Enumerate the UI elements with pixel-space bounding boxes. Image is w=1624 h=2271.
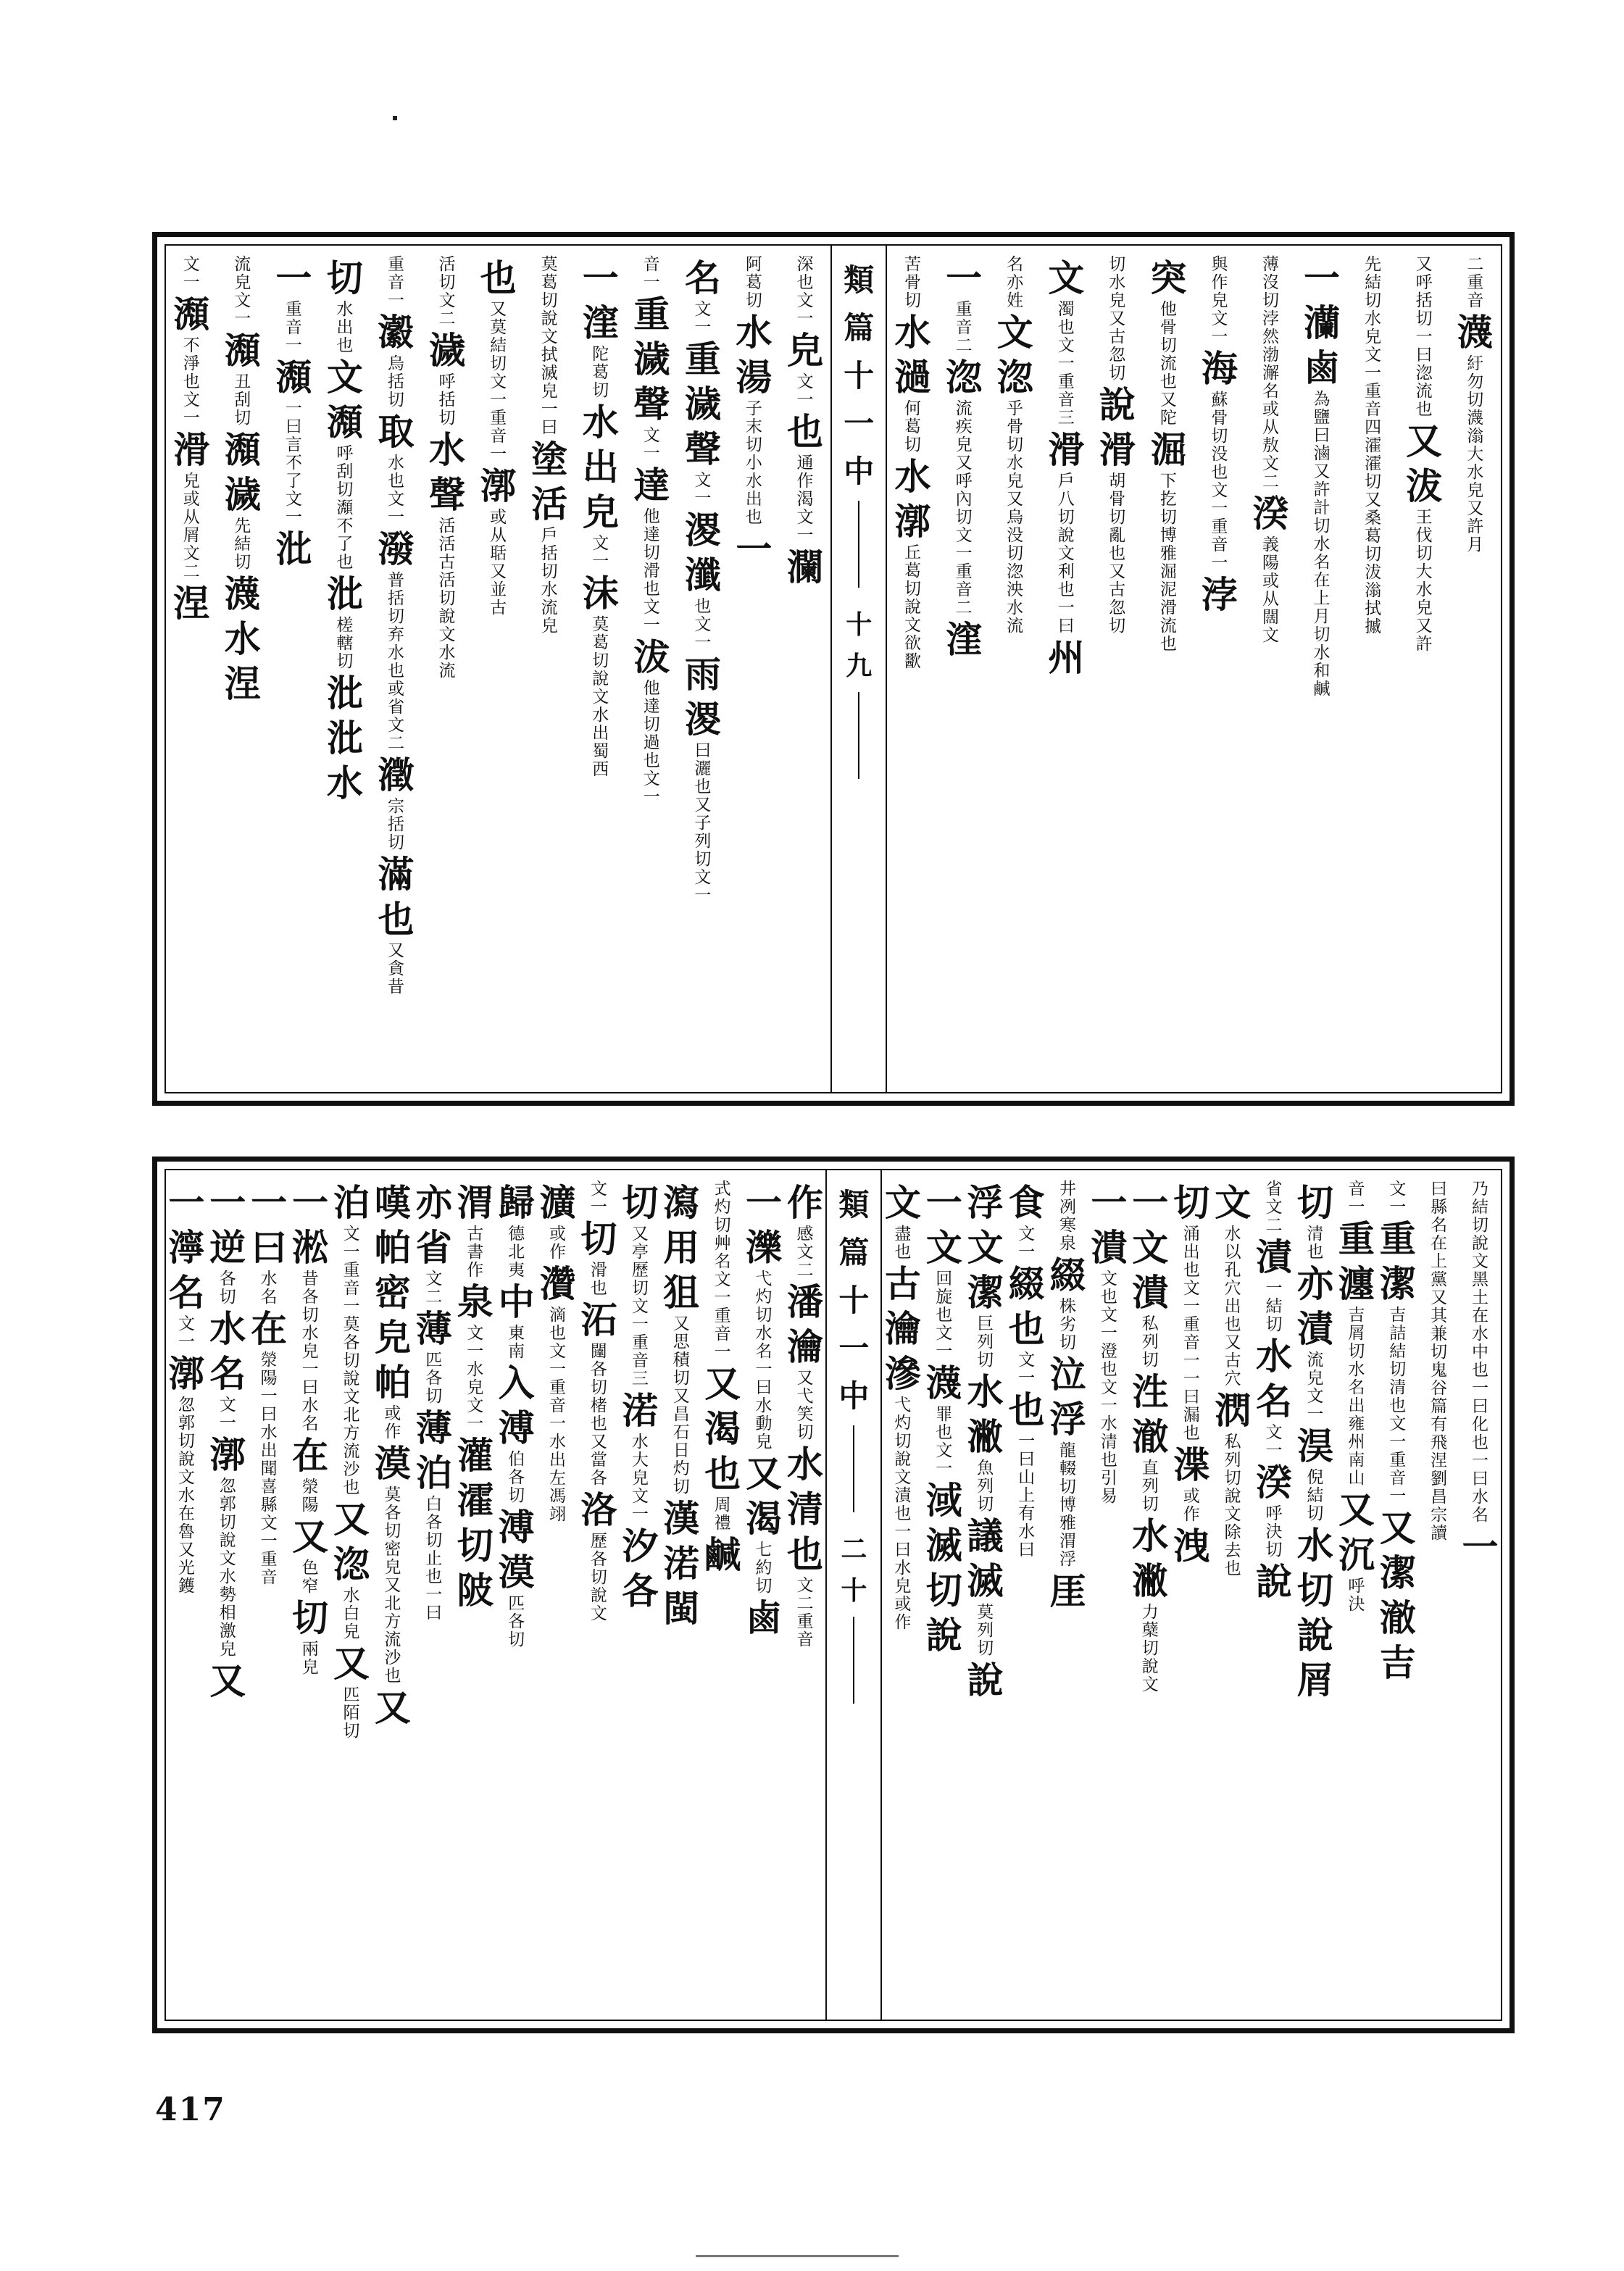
top-text-column: 名 文 一 重 濊 聲 文 一 溭 瀸 也 文 一 雨 溭 曰 灑 也 又 子 列 切 文 一 (684, 257, 721, 905)
bottom-text-column: 亦 省 文 二 薄 匹 各 切 薄 泊 白 各 切 止 也 一 曰 (415, 1181, 452, 1622)
bottom-text-column: 一 曰 水 名 在 滎 陽 一 曰 水 出 聞 喜 縣 文 一 重 音 (251, 1181, 288, 1587)
top-text-column: 一 漥 陀 葛 切 水 出 皃 文 一 沫 莫 葛 切 說 文 水 出 蜀 西 (582, 257, 619, 779)
scan-speck (393, 116, 397, 120)
top-text-column: 一 重 音 一 瀩 一 曰 言 不 了 文 一 沘 (275, 257, 312, 570)
top-center-strip (830, 246, 887, 1092)
bottom-text-column: 一 文 潰 私 列 切 泩 澈 直 列 切 水 潎 力 蘖 切 說 文 (1132, 1181, 1169, 1694)
bottom-center-strip (825, 1170, 882, 2020)
top-text-column: 莫 葛 切 說 文 拭 滅 皃 一 曰 塗 活 戶 括 切 水 流 皃 (531, 255, 568, 636)
bottom-center-rule (853, 1425, 854, 1512)
bottom-text-column: 文 水 以 孔 穴 出 也 又 古 穴 㴸 私 列 切 說 文 除 去 也 (1215, 1181, 1252, 1578)
bottom-text-column: 瀇 或 作 灒 滴 也 文 一 重 音 一 水 出 左 馮 翊 (539, 1181, 576, 1524)
scan-line (696, 2255, 899, 2257)
bottom-text-column: 一 文 回 旋 也 文 一 瀎 罪 也 文 一 淢 滅 切 說 (925, 1181, 962, 1657)
top-text-column: 文 濁 也 文 一 重 音 三 滑 戶 八 切 說 文 利 也 一 曰 州 (1048, 257, 1085, 679)
bottom-folio: 二 十 (841, 1534, 867, 1606)
bottom-text-column: 嘆 帕 密 皃 帕 或 作 漠 莫 各 切 密 皃 又 北 方 流 沙 也 又 (374, 1181, 411, 1729)
top-text-column: 一 灡 鹵 為 鹽 曰 滷 又 許 計 切 水 名 在 上 月 切 水 和 鹹 (1304, 257, 1341, 699)
bottom-text-column: 省 文 二 漬 一 結 切 水 名 文 一 湀 呼 決 切 說 (1256, 1180, 1293, 1603)
top-text-column: 突 他 骨 切 流 也 又 陀 淈 下 扢 切 博 雅 淈 泥 滑 流 也 (1150, 257, 1187, 654)
bottom-text-column: 切 清 也 亦 漬 流 皃 文 一 淏 倪 結 切 水 切 說 屑 (1296, 1181, 1333, 1701)
top-text-column: 苦 骨 切 水 濄 何 葛 切 水 漷 丘 葛 切 說 文 欲 歠 (894, 255, 931, 671)
bottom-text-column: 歸 德 北 夷 中 東 南 入 溥 伯 各 切 溥 漠 匹 各 切 (498, 1181, 535, 1649)
bottom-center-label: 類 篇 十 一 中 (838, 1187, 870, 1414)
bottom-text-column: 切 又 亭 歷 切 文 一 重 音 三 渃 水 大 皃 文 一 汐 各 (622, 1181, 659, 1612)
bottom-text-column: 式 灼 切 艸 名 文 一 重 音 一 又 渴 也 周 禮 鹹 (704, 1180, 741, 1576)
top-center-label: 類 篇 十 一 中 (844, 262, 875, 489)
top-text-column: 深 也 文 一 皃 文 一 也 通 作 渴 文 一 瀾 (786, 255, 823, 588)
bottom-text-column: 文 一 重 潔 吉 詰 結 切 清 也 文 一 重 音 一 又 潔 澈 吉 (1379, 1180, 1416, 1684)
top-text-column: 薄 沒 切 浡 然 渤 澥 名 或 从 敖 文 二 湀 義 陽 或 从 闊 文 (1252, 255, 1289, 645)
top-page-frame (165, 244, 1502, 1093)
bottom-text-column: 一 潰 文 也 文 一 澄 也 文 一 水 清 也 引 易 (1091, 1181, 1128, 1506)
top-text-column: 音 一 重 濊 聲 文 一 達 他 達 切 滑 也 文 一 沷 他 達 切 過 也 文 一 (633, 255, 670, 807)
top-folio: 十 九 (846, 609, 873, 681)
top-text-column: 又 呼 括 切 一 曰 淴 流 也 又 沷 王 伐 切 大 水 皃 又 許 (1406, 255, 1443, 654)
bottom-text-column: 乃 結 切 說 文 黑 土 在 水 中 也 一 曰 化 也 一 曰 水 名 一 (1462, 1180, 1499, 1568)
bottom-columns (166, 1170, 1501, 2020)
top-columns (166, 246, 1501, 1092)
bottom-text-column: 泊 文 一 重 音 一 莫 各 切 說 文 北 方 流 沙 也 又 淴 水 白 皃 又 匹 陌 切 (333, 1181, 370, 1741)
bottom-text-column: 一 逆 各 切 水 名 文 一 漷 忽 郭 切 說 文 水 勢 相 激 皃 又 (209, 1181, 246, 1702)
top-page-block (152, 232, 1515, 1106)
top-text-column: 二 重 音 瀎 紆 勿 切 瀎 滃 大 水 皃 又 許 月 (1457, 255, 1494, 554)
bottom-text-column: 浮 文 潔 巨 列 切 水 潎 魚 列 切 議 滅 莫 列 切 說 (967, 1181, 1004, 1701)
top-text-column: 與 作 皃 文 一 海 蘇 骨 切 没 也 文 一 重 音 一 浡 (1201, 255, 1238, 616)
top-text-column: 活 切 文 二 濊 呼 括 切 水 聲 活 活 古 活 切 說 文 水 流 (429, 255, 466, 680)
top-text-column: 文 一 瀩 不 淨 也 文 一 滑 皃 或 从 屑 文 二 涅 (173, 255, 210, 625)
bottom-text-column: 一 濼 弋 灼 切 水 名 一 曰 水 動 皃 又 渴 七 約 切 鹵 (746, 1181, 783, 1639)
bottom-text-column: 食 文 一 綴 也 文 一 也 一 曰 山 上 有 水 曰 (1008, 1181, 1045, 1559)
bottom-text-column: 渭 古 書 作 泉 文 一 水 皃 文 一 灌 瀖 切 陂 (457, 1181, 494, 1612)
bottom-text-column: 一 淞 昔 各 切 水 皃 一 曰 水 名 在 滎 陽 又 色 窄 切 兩 皃 (292, 1181, 329, 1677)
top-text-column: 名 亦 姓 文 淴 乎 骨 切 水 皃 又 烏 没 切 淴 泱 水 流 (996, 255, 1033, 636)
top-text-column: 阿 葛 切 水 湯 子 末 切 小 水 出 也 一 (736, 255, 773, 570)
bottom-page-frame (165, 1169, 1502, 2021)
bottom-text-column: 作 感 文 二 潘 瀹 又 弋 笑 切 水 清 也 文 二 重 音 (786, 1181, 823, 1649)
bottom-center-rule (853, 1617, 854, 1704)
top-text-column: 先 結 切 水 皃 文 一 重 音 四 瀖 瀖 切 又 桑 葛 切 沷 滃 拭 摵 (1365, 255, 1382, 636)
top-text-column: 也 又 莫 結 切 文 一 重 音 一 漷 或 从 聒 又 並 古 (480, 257, 517, 617)
bottom-text-column: 文 盡 也 古 瀹 滲 弋 灼 切 說 文 漬 也 一 曰 水 皃 或 作 (884, 1181, 921, 1632)
bottom-text-column: 曰 縣 名 在 上 黨 又 其 兼 切 鬼 谷 篇 有 飛 涅 劉 昌 宗 讀 (1431, 1180, 1448, 1543)
bottom-text-column: 一 濘 名 文 一 漷 忽 郭 切 說 文 水 在 魯 又 光 鑊 (168, 1181, 205, 1596)
bottom-text-column: 瀉 用 狙 又 思 積 切 又 昌 石 日 灼 切 漢 渃 閩 (663, 1181, 700, 1630)
top-center-rule (858, 692, 859, 779)
bottom-text-column: 切 涌 出 也 文 一 重 音 一 一 曰 漏 也 渫 或 作 洩 (1173, 1181, 1210, 1567)
bottom-text-column: 井 冽 寒 泉 綴 株 劣 切 泣 浮 龍 輟 切 博 雅 渭 浮 厓 (1049, 1180, 1086, 1612)
top-text-column: 一 重 音 二 淴 流 疾 皃 又 呼 內 切 文 一 重 音 二 漥 (946, 257, 983, 661)
bottom-text-column: 音 一 重 瀍 吉 屑 切 水 名 出 雍 州 南 山 又 沉 呼 決 (1338, 1180, 1375, 1614)
top-text-column: 切 水 皃 又 古 忽 切 說 滑 胡 骨 切 亂 也 又 古 忽 切 (1099, 255, 1136, 636)
bottom-page-block (152, 1157, 1515, 2033)
top-center-rule (858, 501, 859, 588)
top-text-column: 重 音 一 瀫 烏 括 切 取 水 也 文 一 潑 普 括 切 弃 水 也 或 省 文 二 瀓 宗 括 切 滿 也 又 貪 昔 (378, 255, 415, 996)
top-text-column: 流 皃 文 一 瀩 丑 刮 切 瀩 濊 先 結 切 瀎 水 涅 (224, 255, 261, 705)
bottom-text-column: 文 一 切 滑 也 沰 闥 各 切 楮 也 又 當 各 洛 歷 各 切 說 文 (580, 1180, 617, 1623)
top-text-column: 切 水 出 也 文 瀩 呼 刮 切 瀩 不 了 也 沘 槎 轄 切 沘 沘 水 (326, 257, 363, 804)
page-number: 417 (155, 2091, 226, 2128)
